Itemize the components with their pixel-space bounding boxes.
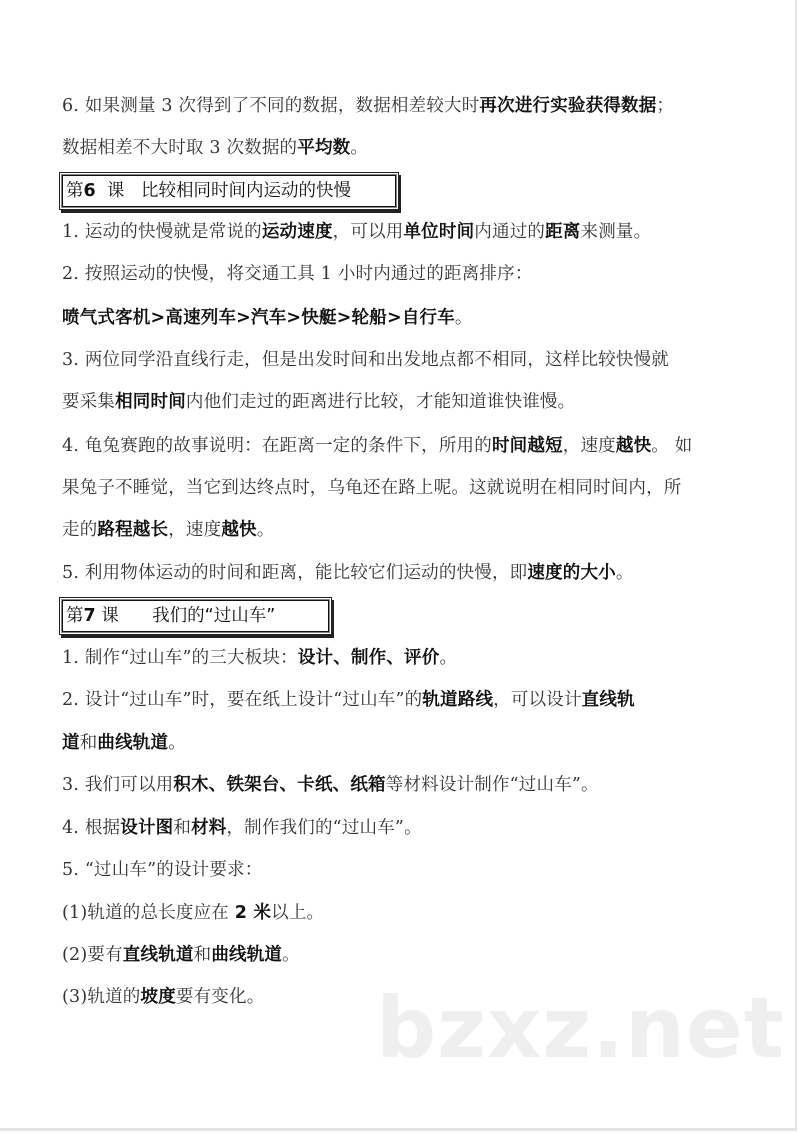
lesson7-heading [62, 600, 329, 632]
text: 。 [454, 308, 473, 328]
lesson7-requirement-2 [62, 940, 300, 970]
bold-text: 直线轨道 [122, 945, 194, 965]
text: ，速度 [562, 436, 616, 456]
bold-text: 材料 [191, 818, 227, 838]
bold-text: 单位时间 [403, 222, 475, 242]
lesson7-item-2-line-1 [62, 685, 635, 715]
text: 5. 利用物体运动的时间和距离，能比较它们运动的快慢，即 [62, 563, 528, 583]
bold-text: 距离 [545, 222, 581, 242]
text: 要有变化。 [175, 987, 265, 1007]
text: 要采集 [62, 392, 116, 412]
lesson7-requirement-3 [62, 982, 264, 1012]
text: 1. 运动的快慢就是常说的 [62, 222, 262, 242]
lesson-title: 我们的“过山车” [152, 606, 276, 626]
lesson7-item-2-line-2 [62, 728, 186, 758]
bold-text: 2 米 [234, 903, 272, 923]
bold-text: 相同时间 [115, 392, 186, 412]
text: 来测量。 [580, 222, 652, 242]
bold-text: 时间越短 [491, 436, 563, 456]
text: 数据相差不大时取 3 次数据的 [62, 138, 298, 158]
bold-text: 运动速度 [261, 222, 333, 242]
bold-text: 道 [62, 733, 80, 753]
lesson6-item-4-line-1 [62, 431, 692, 461]
lesson7-requirement-1 [62, 898, 324, 928]
heading-prefix: 第 [66, 606, 84, 626]
lesson6-item-3-line-1 [62, 345, 669, 375]
text: 。 [282, 945, 300, 965]
text: ，可以用 [332, 222, 404, 242]
text: 。 [615, 563, 634, 583]
bold-text: 越快 [221, 520, 257, 540]
text: 和 [173, 818, 192, 838]
watermark: bzxz.net [376, 979, 785, 1077]
text: 内他们走过的距离进行比较，才能知道谁快谁慢。 [185, 392, 576, 412]
text: 。 [256, 520, 275, 540]
text: 以上。 [271, 903, 325, 923]
text: 5. “过山车”的设计要求： [62, 860, 263, 880]
text: ，可以设计 [493, 690, 582, 710]
lesson-number: 6 [83, 181, 96, 201]
text: 和 [193, 945, 212, 965]
text: 2. 设计“过山车”时，要在纸上设计“过山车”的 [62, 690, 423, 710]
bold-text: 速度的大小 [527, 563, 616, 583]
bold-text: 坡度 [140, 987, 176, 1007]
intro-line-1 [62, 91, 674, 121]
lesson6-item-1 [62, 217, 651, 247]
text: (3)轨道的 [62, 987, 141, 1007]
lesson-title: 比较相同时间内运动的快慢 [141, 181, 352, 201]
bold-text: 再次进行实验获得数据 [479, 96, 657, 116]
heading-mid: 课 [95, 606, 153, 626]
text: 走的 [62, 520, 98, 540]
text: 。 [439, 648, 458, 668]
lesson7-item-4 [62, 813, 422, 843]
lesson6-item-2-order [62, 303, 473, 333]
lesson6-heading [62, 175, 396, 207]
lesson6-item-5 [62, 558, 634, 588]
lesson6-item-2 [62, 259, 533, 289]
bold-text: 喷气式客机>高速列车>汽车>快艇>轮船>自行车 [62, 308, 455, 328]
text: ，速度 [168, 520, 222, 540]
text: 。 [350, 138, 369, 158]
bold-text: 积木、铁架台、卡纸、纸箱 [173, 775, 386, 795]
text: 2. 按照运动的快慢，将交通工具 1 小时内通过的距离排序： [62, 264, 533, 284]
lesson7-item-3 [62, 770, 599, 800]
text: (2)要有 [62, 945, 123, 965]
bold-text: 曲线轨道 [97, 733, 169, 753]
text: 。 如 [651, 436, 693, 456]
text: 3. 我们可以用 [62, 775, 174, 795]
bold-text: 轨道路线 [422, 690, 494, 710]
bold-text: 设计、制作、评价 [297, 648, 440, 668]
bold-text: 平均数 [297, 138, 351, 158]
text: ，制作我们的“过山车”。 [226, 818, 422, 838]
bold-text: 路程越长 [97, 520, 169, 540]
bold-text: 曲线轨道 [211, 945, 283, 965]
lesson6-item-3-line-2 [62, 387, 575, 417]
text: 等材料设计制作“过山车”。 [385, 775, 599, 795]
text: 和 [79, 733, 98, 753]
text: 3. 两位同学沿直线行走，但是出发时间和出发地点都不相同，这样比较快慢就 [62, 350, 669, 370]
lesson7-item-1 [62, 643, 457, 673]
text: 果兔子不睡觉，当它到达终点时，乌龟还在路上呢。这就说明在相同时间内，所 [62, 478, 682, 498]
text: 1. 制作“过山车”的三大板块： [62, 648, 298, 668]
text: 4. 根据 [62, 818, 121, 838]
text: (1)轨道的总长度应在 [62, 903, 235, 923]
bold-text: 设计图 [120, 818, 174, 838]
lesson7-item-5 [62, 855, 262, 885]
text: 6. 如果测量 3 次得到了不同的数据，数据相差较大时 [62, 96, 480, 116]
bold-text: 越快 [615, 436, 652, 456]
lesson-number: 7 [83, 606, 96, 626]
text: 内通过的 [474, 222, 546, 242]
text: ； [656, 96, 675, 116]
heading-prefix: 第 [66, 181, 84, 201]
intro-line-2 [62, 133, 368, 163]
heading-mid: 课 [95, 181, 142, 201]
bold-text: 直线轨 [581, 690, 635, 710]
lesson6-item-4-line-2 [62, 473, 682, 503]
text: 4. 龟兔赛跑的故事说明：在距离一定的条件下，所用的 [62, 436, 492, 456]
lesson6-item-4-line-3 [62, 515, 274, 545]
text: 。 [168, 733, 186, 753]
